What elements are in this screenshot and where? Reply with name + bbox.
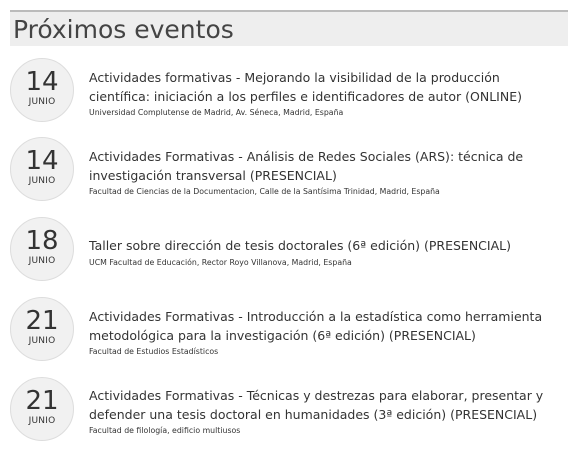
event-month: JUNIO (28, 176, 56, 186)
event-day: 14 (25, 146, 59, 176)
event-date-badge (10, 297, 74, 361)
event-month: JUNIO (28, 256, 56, 266)
event-date-badge (10, 137, 74, 201)
event-month: JUNIO (28, 97, 56, 107)
widget-header (10, 10, 568, 46)
event-month: JUNIO (28, 336, 56, 346)
event-title-link[interactable]: Actividades Formativas - Análisis de Redes Sociales (ARS): técnica de investigación transversal (PRESENCIAL) (89, 149, 524, 183)
event-title-link[interactable]: Taller sobre dirección de tesis doctorales (6ª edición) (PRESENCIAL) (89, 238, 511, 253)
event-month: JUNIO (28, 416, 56, 426)
event-date-badge (10, 377, 74, 441)
event-location: Universidad Complutense de Madrid, Av. Séneca, Madrid, España (89, 108, 344, 117)
event-title-link[interactable]: Actividades Formativas - Introducción a la estadística como herramienta metodológica para la investigación (6ª edición) (PRESENCIAL) (89, 309, 543, 343)
event-day: 21 (25, 306, 59, 336)
event-day: 18 (25, 226, 59, 256)
event-date-badge (10, 217, 74, 281)
event-location: Facultad de Estudios Estadísticos (89, 347, 219, 356)
event-day: 14 (25, 67, 59, 97)
event-location: UCM Facultad de Educación, Rector Royo Villanova, Madrid, España (89, 258, 352, 267)
event-date-badge (10, 58, 74, 122)
event-title-link[interactable]: Actividades Formativas - Técnicas y destrezas para elaborar, presentar y defender una tesis doctoral en humanidades (3ª edición) (PRESENCIAL) (89, 388, 544, 422)
event-title-link[interactable]: Actividades formativas - Mejorando la visibilidad de la producción científica: iniciación a los perfiles e identificadores de autor (ONLINE) (89, 70, 522, 104)
event-location: Facultad de filología, edificio multiusos (89, 426, 241, 435)
widget-title: Próximos eventos (13, 15, 234, 44)
event-location: Facultad de Ciencias de la Documentacion, Calle de la Santísima Trinidad, Madrid, España (89, 187, 440, 196)
event-day: 21 (25, 386, 59, 416)
